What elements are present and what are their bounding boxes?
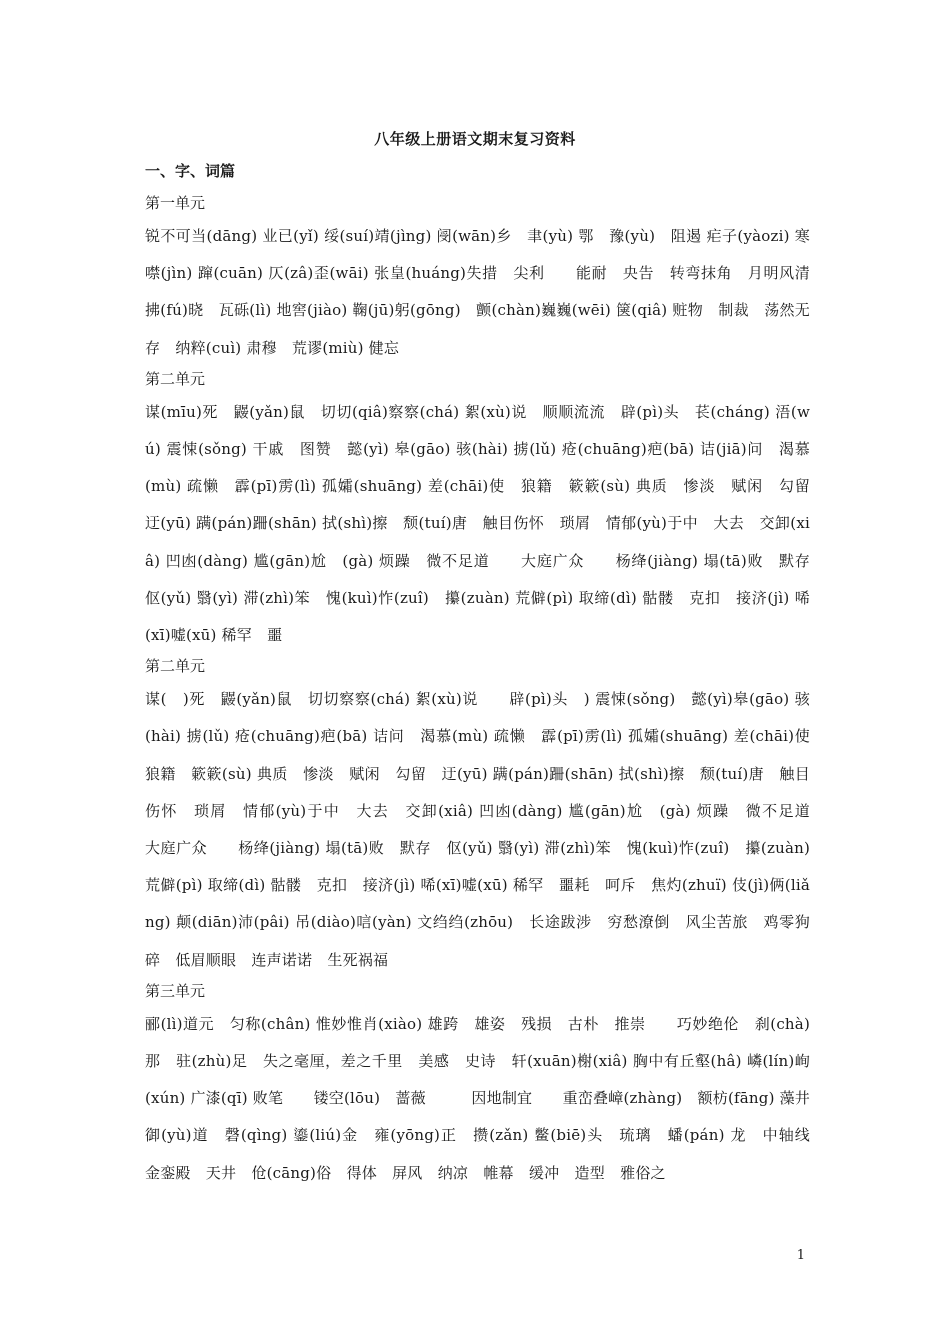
unit-block-1 bbox=[145, 191, 826, 367]
unit-title: 第一单元 bbox=[145, 194, 206, 212]
unit-title: 第三单元 bbox=[145, 981, 206, 1000]
section-heading: 一、字、词篇 bbox=[145, 162, 236, 180]
unit-title: 第二单元 bbox=[145, 657, 206, 676]
unit-block-3 bbox=[145, 654, 841, 979]
vocabulary-paragraph: 郦(lì)道元 匀称(chân) 惟妙惟肖(xiào) 雄跨 雄姿 残损 古朴 推崇 巧妙绝伦 刹(chà)那 驻(zhù)足 失之毫厘，差之千里 美感 史诗 轩(xuān)榭(xiâ) 胸中有丘壑(hâ) 嶙(lín)峋(xún) 广漆(qī) 败笔 镂空(lōu) 蔷薇 因地制宜 重峦叠嶂(zhàng) 额枋(fāng) 藻井 御(yù)道 磬(qìng) 鎏(liú)金 雍(yōng)正 攒(zǎn) 鳖(biē)头 琉璃 蟠(pán) 龙 中轴线 金銮殿 天井 伧(cāng)俗 得体 屏风 纳凉 帷幕 缓冲 造型 雅俗之 bbox=[145, 1014, 826, 1182]
vocabulary-paragraph: 谋(mīu)死 鼹(yǎn)鼠 切切(qiâ)察察(chá) 絮(xù)说 顺顺流流 辟(pì)头 苌(cháng) 浯(wú) 震悚(sǒng) 干戚 图赞 懿(yì) 皋(gāo) 骇(hài) 掳(lǔ) 疮(chuāng)疤(bā) 诘(jiā)问 渴慕(mù) 疏懒 霹(pī)雳(lì) 孤孀(shuāng) 差(chāi)使 狼籍 簌簌(sù) 典质 惨淡 赋闲 勾留 迂(yū) 蹒(pán)跚(shān) 拭(shì)擦 颓(tuí)唐 触目伤怀 琐屑 情郁(yù)于中 大去 交卸(xiâ) 凹凼(dàng) 尴(gān)尬 (gà) 烦躁 微不足道 大庭广众 杨绛(jiàng) 塌(tā)败 默存 伛(yǔ) 翳(yì) 滞(zhì)笨 愧(kuì)怍(zuî) 攥(zuàn) 荒僻(pì) 取缔(dì) 骷髅 克扣 接济(jì) 唏(xī)嘘(xū) 稀罕 噩 bbox=[145, 402, 826, 645]
unit-block-2 bbox=[145, 367, 826, 654]
unit-title: 第二单元 bbox=[145, 369, 206, 388]
vocabulary-paragraph: 谋( )死 鼹(yǎn)鼠 切切察察(chá) 絮(xù)说 辟(pì)头 ) 震悚(sǒng) 懿(yì)皋(gāo) 骇(hài) 掳(lǔ) 疮(chuāng)疤(bā) 诘问 渴慕(mù) 疏懒 霹(pī)雳(lì) 孤孀(shuāng) 差(chāi)使 狼籍 簌簌(sù) 典质 惨淡 赋闲 勾留 迂(yū) 蹒(pán)跚(shān) 拭(shì)擦 颓(tuí)唐 触目伤怀 琐屑 情郁(yù)于中 大去 交卸(xiâ) 凹凼(dàng) 尴(gān)尬 (gà) 烦躁 微不足道 大庭广众 杨绛(jiàng) 塌(tā)败 默存 伛(yǔ) 翳(yì) 滞(zhì)笨 愧(kuì)怍(zuî) 攥(zuàn) 荒僻(pì) 取缔(dì) 骷髅 克扣 接济(jì) 唏(xī)嘘(xū) 稀罕 噩耗 呵斥 焦灼(zhuï) 伎(jì)俩(liǎng) 颠(diān)沛(pâi) 吊(diào)唁(yàn) 文绉绉(zhōu) 长途跋涉 穷愁潦倒 风尘苦旅 鸡零狗碎 低眉顺眼 连声诺诺 生死祸福 bbox=[145, 690, 841, 969]
document-body bbox=[145, 191, 841, 1192]
vocabulary-paragraph: 锐不可当(dāng) 业已(yǐ) 绥(suí)靖(jìng) 阌(wān)乡 聿(yù) 鄂 豫(yù) 阻遏 疟子(yàozi) 寒噤(jìn) 蹿(cuān) 仄(zâ)歪(wāi) 张皇(huáng)失措 尖利 能耐 央告 转弯抹角 月明风清 拂(fú)晓 瓦砾(lì) 地窖(jiào) 鞠(jū)躬(gōng) 颤(chàn)巍巍(wēi) 箧(qiâ) 赃物 制裁 荡然无存 纳粹(cuì) 肃穆 荒谬(miù) 健忘 bbox=[145, 227, 826, 357]
page-number: 1 bbox=[796, 1248, 805, 1263]
unit-block-4 bbox=[145, 979, 826, 1192]
document-title: 八年级上册语文期末复习资料 bbox=[374, 130, 576, 148]
